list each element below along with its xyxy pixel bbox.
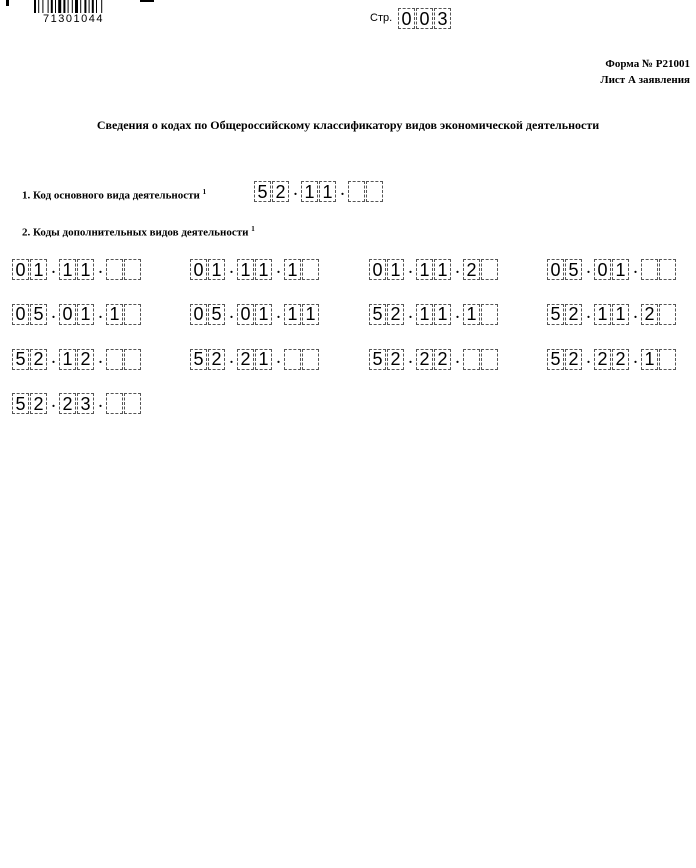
code-digit-cell[interactable]: 1 — [255, 259, 272, 280]
code-digit-cell[interactable]: 0 — [12, 304, 29, 325]
code-group — [416, 304, 452, 325]
code-digit-cell[interactable]: 5 — [30, 304, 47, 325]
code-separator-dot: . — [408, 262, 413, 277]
code-group — [463, 349, 499, 370]
code-digit-cell[interactable] — [302, 349, 319, 370]
code-digit-cell[interactable]: 0 — [59, 304, 76, 325]
code-digit-cell[interactable] — [659, 304, 676, 325]
code-digit-cell[interactable]: 2 — [387, 349, 404, 370]
code-separator-dot: . — [276, 262, 281, 277]
code-group — [59, 304, 95, 325]
code-digit-cell[interactable]: 1 — [106, 304, 123, 325]
barcode-bar — [75, 0, 78, 13]
barcode-bar — [101, 0, 102, 13]
code-digit-cell[interactable]: 3 — [77, 393, 94, 414]
code-digit-cell[interactable] — [124, 349, 141, 370]
code-separator-dot: . — [586, 262, 591, 277]
code-digit-cell[interactable] — [124, 304, 141, 325]
code-digit-cell[interactable]: 2 — [387, 304, 404, 325]
code-digit-cell[interactable]: 1 — [301, 181, 318, 202]
barcode-bars — [34, 0, 128, 13]
section1-footnote: 1 — [202, 188, 207, 196]
code-group — [254, 181, 290, 202]
code-digit-cell[interactable]: 2 — [30, 393, 47, 414]
code-digit-cell[interactable] — [481, 259, 498, 280]
code-separator-dot: . — [408, 351, 413, 367]
code-digit-cell[interactable]: 1 — [416, 304, 433, 325]
barcode-bar — [51, 0, 53, 13]
barcode-bar — [58, 0, 61, 13]
code-digit-cell[interactable]: 2 — [416, 349, 433, 370]
code-digit-cell[interactable]: 5 — [369, 349, 386, 370]
code-group — [106, 349, 142, 370]
code-digit-cell[interactable]: 2 — [565, 304, 582, 325]
code-digit-cell[interactable]: 2 — [594, 349, 611, 370]
code-digit-cell[interactable]: 1 — [612, 304, 629, 325]
barcode-bar — [80, 0, 81, 13]
code-digit-cell[interactable] — [284, 349, 301, 370]
code-group — [237, 304, 273, 325]
code-digit-cell[interactable] — [659, 349, 676, 370]
code-digit-cell[interactable]: 2 — [612, 349, 629, 370]
section2-label — [22, 225, 255, 239]
page-label: Стр. — [370, 12, 393, 24]
code-digit-cell[interactable] — [463, 349, 480, 370]
barcode-bar — [84, 0, 86, 13]
code-separator-dot: . — [51, 306, 56, 322]
code-digit-cell[interactable]: 0 — [190, 259, 207, 280]
code-group — [190, 259, 226, 280]
code-group — [237, 259, 273, 280]
code-digit-cell[interactable]: 0 — [369, 259, 386, 280]
code-separator-dot: . — [455, 262, 460, 277]
code-group — [547, 304, 583, 325]
main-activity-code[interactable] — [254, 181, 384, 202]
code-group — [594, 349, 630, 370]
code-digit-cell[interactable]: 1 — [612, 259, 629, 280]
code-separator-dot: . — [229, 262, 234, 277]
code-digit-cell[interactable] — [124, 259, 141, 280]
code-digit-cell[interactable] — [366, 181, 383, 202]
code-separator-dot: . — [98, 306, 103, 322]
code-digit-cell[interactable]: 5 — [547, 304, 564, 325]
code-digit-cell[interactable]: 1 — [255, 349, 272, 370]
section1-label — [22, 188, 206, 202]
code-group — [463, 304, 499, 325]
barcode-bar — [38, 0, 39, 13]
barcode-bar — [96, 0, 97, 13]
code-group — [284, 349, 320, 370]
code-digit-cell[interactable]: 1 — [77, 259, 94, 280]
page-digit-cell[interactable]: 3 — [434, 8, 451, 29]
corner-mark — [6, 0, 9, 6]
barcode — [34, 0, 128, 30]
code-digit-cell[interactable]: 0 — [12, 259, 29, 280]
code-separator-dot: . — [586, 351, 591, 367]
code-group — [106, 304, 142, 325]
code-group — [106, 259, 142, 280]
additional-activity-code[interactable] — [12, 393, 142, 414]
code-group — [284, 259, 320, 280]
code-group — [284, 304, 320, 325]
barcode-bar — [72, 0, 73, 13]
form-number: Форма № Р21001 — [605, 58, 690, 70]
code-group — [190, 349, 226, 370]
code-digit-cell[interactable]: 1 — [302, 304, 319, 325]
code-digit-cell[interactable]: 2 — [434, 349, 451, 370]
additional-activity-code[interactable] — [12, 259, 142, 280]
code-group — [237, 349, 273, 370]
additional-activity-code[interactable] — [12, 304, 142, 325]
barcode-bar — [68, 0, 69, 13]
code-digit-cell[interactable] — [106, 259, 123, 280]
code-separator-dot: . — [51, 351, 56, 367]
page-number-cells[interactable] — [398, 8, 452, 29]
section2-footnote: 1 — [251, 225, 255, 233]
barcode-number: 71301044 — [43, 13, 104, 25]
additional-activity-code[interactable] — [369, 259, 499, 280]
code-digit-cell[interactable]: 2 — [208, 349, 225, 370]
sheet-label: Лист А заявления — [600, 74, 690, 86]
code-digit-cell[interactable] — [106, 349, 123, 370]
code-group — [12, 304, 48, 325]
code-separator-dot: . — [293, 184, 298, 199]
code-digit-cell[interactable]: 1 — [77, 304, 94, 325]
code-digit-cell[interactable]: 1 — [434, 304, 451, 325]
page-digit-cell[interactable]: 0 — [398, 8, 415, 29]
code-group — [59, 349, 95, 370]
additional-activity-code[interactable] — [547, 349, 677, 370]
code-group — [641, 259, 677, 280]
additional-activity-code[interactable] — [190, 259, 320, 280]
code-digit-cell[interactable]: 2 — [565, 349, 582, 370]
code-separator-dot: . — [229, 306, 234, 322]
code-separator-dot: . — [98, 396, 103, 412]
code-group — [369, 349, 405, 370]
code-digit-cell[interactable] — [106, 393, 123, 414]
section2-label-text: 2. Коды дополнительных видов деятельности — [22, 226, 249, 239]
code-digit-cell[interactable] — [302, 259, 319, 280]
code-group — [301, 181, 337, 202]
code-digit-cell[interactable]: 1 — [255, 304, 272, 325]
code-digit-cell[interactable] — [124, 393, 141, 414]
code-digit-cell[interactable]: 1 — [463, 304, 480, 325]
code-digit-cell[interactable]: 5 — [565, 259, 582, 280]
code-digit-cell[interactable]: 5 — [208, 304, 225, 325]
code-group — [641, 349, 677, 370]
code-group — [106, 393, 142, 414]
code-digit-cell[interactable]: 5 — [254, 181, 271, 202]
code-group — [416, 259, 452, 280]
code-group — [59, 259, 95, 280]
code-separator-dot: . — [229, 351, 234, 367]
code-digit-cell[interactable]: 0 — [547, 259, 564, 280]
additional-activity-code[interactable] — [547, 259, 677, 280]
additional-activity-code[interactable] — [190, 349, 320, 370]
code-separator-dot: . — [98, 262, 103, 277]
code-group — [594, 259, 630, 280]
code-digit-cell[interactable]: 2 — [272, 181, 289, 202]
code-separator-dot: . — [633, 306, 638, 322]
code-group — [547, 349, 583, 370]
code-digit-cell[interactable]: 0 — [237, 304, 254, 325]
code-separator-dot: . — [98, 351, 103, 367]
code-group — [547, 259, 583, 280]
code-group — [463, 259, 499, 280]
code-group — [12, 349, 48, 370]
code-separator-dot: . — [408, 306, 413, 322]
code-digit-cell[interactable]: 5 — [547, 349, 564, 370]
code-digit-cell[interactable] — [348, 181, 365, 202]
code-separator-dot: . — [633, 262, 638, 277]
code-digit-cell[interactable] — [481, 304, 498, 325]
code-digit-cell[interactable] — [481, 349, 498, 370]
code-digit-cell[interactable]: 1 — [319, 181, 336, 202]
code-digit-cell[interactable] — [659, 259, 676, 280]
code-group — [369, 259, 405, 280]
code-digit-cell[interactable]: 5 — [190, 349, 207, 370]
code-digit-cell[interactable]: 5 — [12, 393, 29, 414]
code-separator-dot: . — [455, 306, 460, 322]
barcode-bar — [92, 0, 94, 13]
additional-activity-code[interactable] — [369, 304, 499, 325]
code-digit-cell[interactable]: 1 — [434, 259, 451, 280]
code-digit-cell[interactable]: 2 — [463, 259, 480, 280]
code-digit-cell[interactable]: 2 — [641, 304, 658, 325]
barcode-bar — [42, 0, 43, 13]
page-title: Сведения о кодах по Общероссийскому классификатору видов экономической деятельности — [96, 118, 600, 132]
code-digit-cell[interactable]: 2 — [237, 349, 254, 370]
corner-mark — [140, 0, 154, 2]
code-digit-cell[interactable]: 1 — [641, 349, 658, 370]
code-group — [416, 349, 452, 370]
code-digit-cell[interactable]: 1 — [59, 259, 76, 280]
code-digit-cell[interactable]: 1 — [59, 349, 76, 370]
code-separator-dot: . — [276, 351, 281, 367]
code-group — [190, 304, 226, 325]
additional-activity-code[interactable] — [369, 349, 499, 370]
code-separator-dot: . — [340, 184, 345, 199]
additional-activity-code[interactable] — [190, 304, 320, 325]
page-digit-cell[interactable]: 0 — [416, 8, 433, 29]
additional-activity-code[interactable] — [12, 349, 142, 370]
code-digit-cell[interactable]: 1 — [30, 259, 47, 280]
code-digit-cell[interactable]: 1 — [594, 304, 611, 325]
additional-activity-code[interactable] — [547, 304, 677, 325]
code-digit-cell[interactable] — [641, 259, 658, 280]
code-separator-dot: . — [51, 396, 56, 412]
code-digit-cell[interactable]: 2 — [77, 349, 94, 370]
code-digit-cell[interactable]: 2 — [30, 349, 47, 370]
code-digit-cell[interactable]: 2 — [59, 393, 76, 414]
code-group — [641, 304, 677, 325]
code-separator-dot: . — [51, 262, 56, 277]
barcode-bar — [34, 0, 36, 13]
code-group — [369, 304, 405, 325]
code-digit-cell[interactable]: 5 — [369, 304, 386, 325]
code-digit-cell[interactable]: 0 — [594, 259, 611, 280]
code-separator-dot: . — [276, 306, 281, 322]
section1-label-text: 1. Код основного вида деятельности — [22, 189, 200, 202]
code-separator-dot: . — [586, 306, 591, 322]
code-digit-cell[interactable]: 1 — [208, 259, 225, 280]
barcode-bar — [48, 0, 49, 13]
code-group — [12, 393, 48, 414]
code-digit-cell[interactable]: 5 — [12, 349, 29, 370]
code-separator-dot: . — [633, 351, 638, 367]
barcode-bar — [89, 0, 90, 13]
code-digit-cell[interactable]: 1 — [416, 259, 433, 280]
code-digit-cell[interactable]: 1 — [284, 259, 301, 280]
code-group — [348, 181, 384, 202]
code-group — [59, 393, 95, 414]
code-digit-cell[interactable]: 1 — [284, 304, 301, 325]
barcode-bar — [63, 0, 65, 13]
code-group — [12, 259, 48, 280]
code-group — [594, 304, 630, 325]
code-digit-cell[interactable]: 0 — [190, 304, 207, 325]
code-digit-cell[interactable]: 1 — [387, 259, 404, 280]
code-separator-dot: . — [455, 351, 460, 367]
barcode-bar — [55, 0, 56, 13]
code-digit-cell[interactable]: 1 — [237, 259, 254, 280]
